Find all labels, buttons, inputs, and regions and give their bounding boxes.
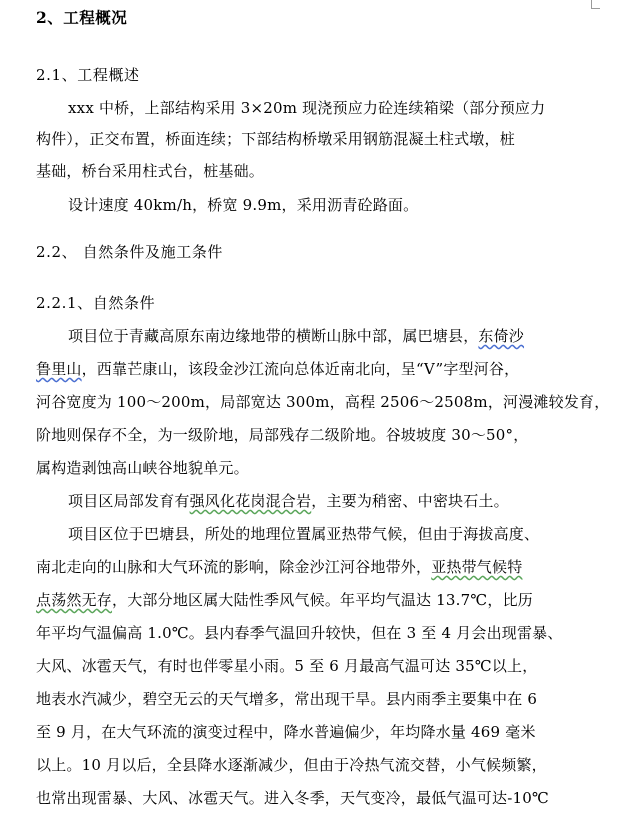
section-title: 2、工程概况 — [36, 8, 128, 27]
grammar-underlined-text: 亚热带气候特 — [431, 558, 523, 576]
page-corner-mark — [591, 0, 600, 9]
paragraph-line: 年平均气温偏高 1.0℃。县内春季气温回升较快，但在 3 至 4 月会出现雷暴、 — [36, 624, 563, 642]
grammar-underlined-text: 强风化花岗混合岩 — [189, 492, 312, 510]
paragraph-line — [36, 589, 533, 610]
paragraph-line: 阶地则保存不全，为一级阶地，局部残存二级阶地。谷坡坡度 30～50°， — [36, 426, 529, 444]
text-run: 项目位于青藏高原东南边缘地带的横断山脉中部，属巴塘县， — [68, 327, 479, 345]
paragraph-line: xxx 中桥，上部结构采用 3×20m 现浇预应力砼连续箱梁（部分预应力 — [68, 99, 546, 117]
paragraph-line — [36, 556, 522, 577]
text-run: ，西靠芒康山，该段金沙江流向总体近南北向，呈“V”字型河谷， — [81, 360, 520, 378]
text-run: ，主要为稍密、中密块石土。 — [311, 492, 509, 510]
grammar-underlined-text: 点荡然无存 — [36, 591, 113, 609]
paragraph-line: 大风、冰雹天气，有时也伴零星小雨。5 至 6 月最高气温可达 35℃以上， — [36, 657, 538, 675]
paragraph-line: 河谷宽度为 100～200m，局部宽达 300m，高程 2506～2508m，河漫滩较发育， — [36, 393, 610, 411]
spellcheck-underlined-text: 鲁里山 — [36, 360, 82, 378]
paragraph-line: 项目区位于巴塘县，所处的地理位置属亚热带气候，但由于海拔高度、 — [68, 525, 540, 543]
subsection-2-2-1-heading: 2.2.1、自然条件 — [36, 294, 156, 312]
paragraph-line — [68, 325, 524, 346]
text-run: 南北走向的山脉和大气环流的影响，除金沙江河谷地带外， — [36, 558, 432, 576]
text-run: 项目区局部发育有 — [68, 492, 190, 510]
paragraph-line: 至 9 月，在大气环流的演变过程中，降水普遍偏少，年均降水量 469 毫米 — [36, 723, 536, 741]
subsection-2-1-heading: 2.1、工程概述 — [36, 66, 140, 84]
text-run: ，大部分地区属大陆性季风气候。年平均气温达 13.7℃，比历 — [112, 591, 533, 609]
paragraph-line — [36, 358, 519, 379]
subsection-2-2-heading: 2.2、 自然条件及施工条件 — [36, 243, 224, 261]
paragraph-line: 设计速度 40km/h，桥宽 9.9m，采用沥青砼路面。 — [68, 196, 419, 214]
paragraph-line: 属构造剥蚀高山峡谷地貌单元。 — [36, 459, 249, 477]
paragraph-line: 地表水汽减少，碧空无云的天气增多，常出现干旱。县内雨季主要集中在 6 — [36, 690, 538, 708]
paragraph-line: 构件），正交布置，桥面连续；下部结构桥墩采用钢筋混凝土柱式墩，桩 — [36, 130, 515, 148]
paragraph-line: 以上。10 月以后，全县降水逐渐减少，但由于冷热气流交替，小气候频繁， — [36, 756, 547, 774]
spellcheck-underlined-text: 东倚沙 — [478, 327, 525, 345]
paragraph-line — [68, 490, 509, 511]
paragraph-line: 基础，桥台采用柱式台，桩基础。 — [36, 162, 265, 180]
paragraph-line: 也常出现雷暴、大风、冰雹天气。进入冬季，天气变冷，最低气温可达-10℃ — [36, 789, 549, 807]
